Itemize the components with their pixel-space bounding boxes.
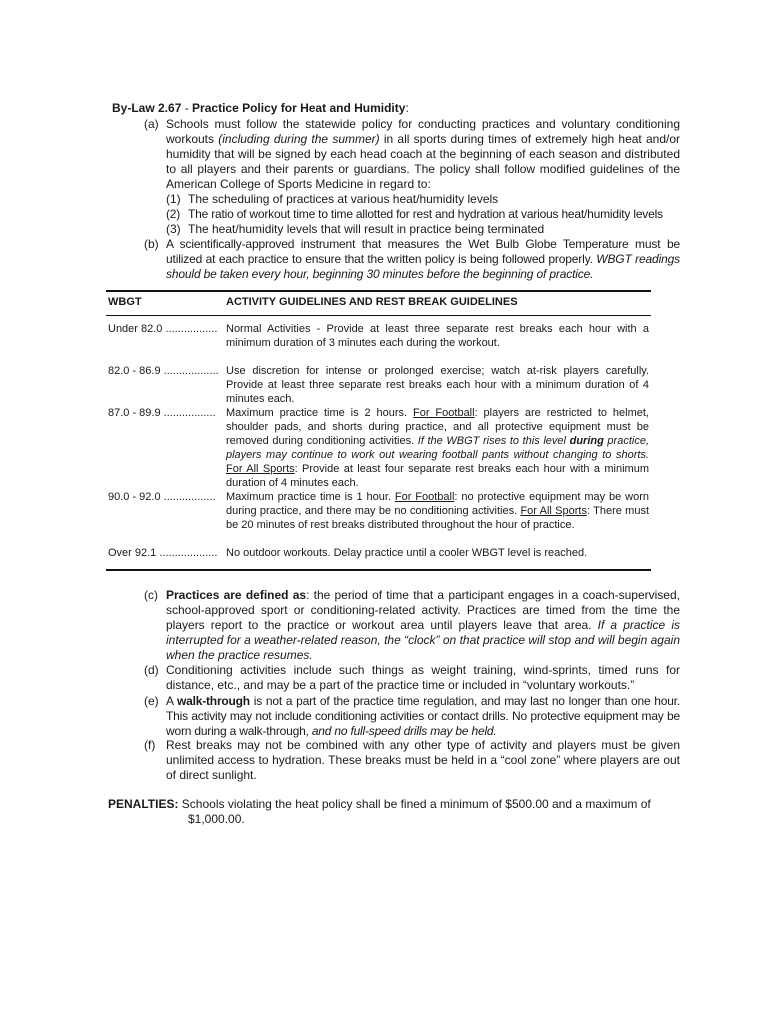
penalties-paragraph <box>108 797 668 827</box>
item-a-sub-2 <box>166 207 663 222</box>
table-bottom-rule <box>106 569 651 571</box>
row-guideline <box>226 406 649 490</box>
item-b-text <box>166 237 680 282</box>
heading-colon: : <box>405 101 409 115</box>
row-guideline <box>226 546 649 560</box>
sub-1-label: (1) <box>166 192 181 206</box>
table-header-wbgt: WBGT <box>108 296 142 308</box>
sub-1-text: The scheduling of practices at various heat/humidity levels <box>188 192 499 206</box>
item-d-text-1: Conditioning activities include such things as weight training, wind-sprints, timed runs for distance, etc., and may be a part of the practice time or included in “voluntary workouts.” <box>166 663 680 692</box>
row-5-text: No outdoor workouts. Delay practice until a cooler WBGT level is reached. <box>226 547 588 559</box>
item-d-label: (d) <box>144 663 159 677</box>
row-4-text-3: : There must be 20 minutes of rest breaks distributed throughout the hour of practice. <box>226 505 649 531</box>
heading-separator: - <box>181 101 193 115</box>
item-c-bold: Practices are defined as <box>166 588 307 602</box>
row-guideline <box>226 490 649 532</box>
wbgt-range: 82.0 - 86.9 .................. <box>108 365 219 377</box>
item-a-text-1: Schools must follow the statewide policy for conducting practices and voluntary conditioning workouts <box>166 117 680 146</box>
penalties-label: PENALTIES: <box>108 797 179 811</box>
table-header-rule <box>106 315 651 316</box>
sub-3-text: The heat/humidity levels that will result in practice being terminated <box>188 222 545 236</box>
row-3-text-2: : players are restricted to helmet, shoulder pads, and shorts during practice, and all protective equipment must be removed during conditioning activities. <box>226 407 649 447</box>
row-3-italic-1: If the WBGT rises to this level <box>417 435 570 447</box>
item-b-text-italic: WBGT readings should be taken every hour, beginning 30 minutes before the beginning of practice. <box>166 252 680 281</box>
penalties-text-2: $1,000.00. <box>188 812 245 826</box>
item-c-text <box>166 588 680 663</box>
item-b-label: (b) <box>144 237 159 251</box>
row-3-italic-2: practice, players may continue to work out wearing football pants without changing to shorts. <box>226 435 649 461</box>
wbgt-range: Under 82.0 ................. <box>108 323 218 335</box>
wbgt-range: 87.0 - 89.9 ................. <box>108 407 216 419</box>
item-c-label: (c) <box>144 588 158 602</box>
wbgt-range: 90.0 - 92.0 ................. <box>108 491 216 503</box>
for-all-sports-label: For All Sports <box>520 505 587 517</box>
row-1-text: Normal Activities - Provide at least three separate rest breaks each hour with a minimum duration of 3 minutes each during the workout. <box>226 323 649 349</box>
item-e-italic: and no full-speed drills may be held. <box>311 724 497 738</box>
penalties-text-1: Schools violating the heat policy shall be fined a minimum of $500.00 and a maximum of <box>178 797 651 811</box>
table-header-guidelines: ACTIVITY GUIDELINES AND REST BREAK GUIDELINES <box>226 296 518 308</box>
item-c-text-2: : the period of time that a participant engages in a coach-supervised, school-approved sport or conditioning-related activity. Practices are timed from the time the players report to the practice or workout area until players leave that area. <box>166 588 680 632</box>
for-football-label: For Football <box>394 491 455 503</box>
item-e-text <box>166 694 680 739</box>
item-a-label: (a) <box>144 117 159 131</box>
sub-2-text: The ratio of workout time to time allotted for rest and hydration at various heat/humidity levels <box>188 207 663 221</box>
wbgt-range: Over 92.1 ................... <box>108 547 218 559</box>
row-guideline <box>226 364 649 406</box>
row-guideline <box>226 322 649 350</box>
item-f-label: (f) <box>144 738 156 752</box>
bylaw-heading <box>112 101 409 115</box>
item-e-label: (e) <box>144 694 159 708</box>
item-c-italic: If a practice is interrupted for a weather-related reason, the “clock” on that practice will stop and will begin again when the practice resumes. <box>166 618 680 662</box>
item-a-sub-3 <box>166 222 544 237</box>
item-e-text-1: A <box>166 694 177 708</box>
item-b-text-1: A scientifically-approved instrument that measures the Wet Bulb Globe Temperature must be utilized at each practice to ensure that the written policy is being followed properly. <box>166 237 680 266</box>
item-d-text <box>166 663 680 693</box>
sub-3-label: (3) <box>166 222 181 236</box>
row-4-text-2: : no protective equipment may be worn during practice, and there may be no conditioning activities. <box>226 491 649 517</box>
item-f-text <box>166 738 680 783</box>
row-3-text-1: Maximum practice time is 2 hours. <box>226 407 414 419</box>
for-football-label: For Football <box>413 407 475 419</box>
row-3-text-4: : Provide at least four separate rest breaks each hour with a minimum duration of 4 minutes each. <box>226 463 649 489</box>
item-a-text-3: in all sports during times of extremely high heat and/or humidity that will be signed by each head coach at the beginning of each season and distributed to all players and their parents or guardians. The policy shall follow modified guidelines of the American College of Sports Medicine in regard to: <box>166 132 680 191</box>
item-e-bold: walk-through <box>177 694 250 708</box>
row-3-bold-italic: during <box>569 435 604 447</box>
bylaw-number: By-Law 2.67 <box>112 101 182 115</box>
item-a-text-italic: (including during the summer) <box>218 132 380 146</box>
item-a-sub-1 <box>166 192 498 207</box>
sub-2-label: (2) <box>166 207 181 221</box>
for-all-sports-label: For All Sports <box>226 463 295 475</box>
row-4-text-1: Maximum practice time is 1 hour. <box>226 491 395 503</box>
item-f-text-1: Rest breaks may not be combined with any other type of activity and players must be given unlimited access to hydration. These breaks must be held in a “cool zone” where players are out of direct sunlight. <box>166 738 680 782</box>
item-e-text-3: is not a part of the practice time regulation, and may last no longer than one hour. This activity may not include conditioning activities or contact drills. No protective equipment may be worn during a walk-through, <box>166 694 680 738</box>
bylaw-title: Practice Policy for Heat and Humidity <box>192 101 406 115</box>
item-a-text <box>166 117 680 192</box>
table-top-rule <box>106 290 651 292</box>
row-2-text: Use discretion for intense or prolonged exercise; watch at-risk players carefully. Provide at least three separate rest breaks each hour with a minimum duration of 4 minutes each. <box>226 365 649 405</box>
